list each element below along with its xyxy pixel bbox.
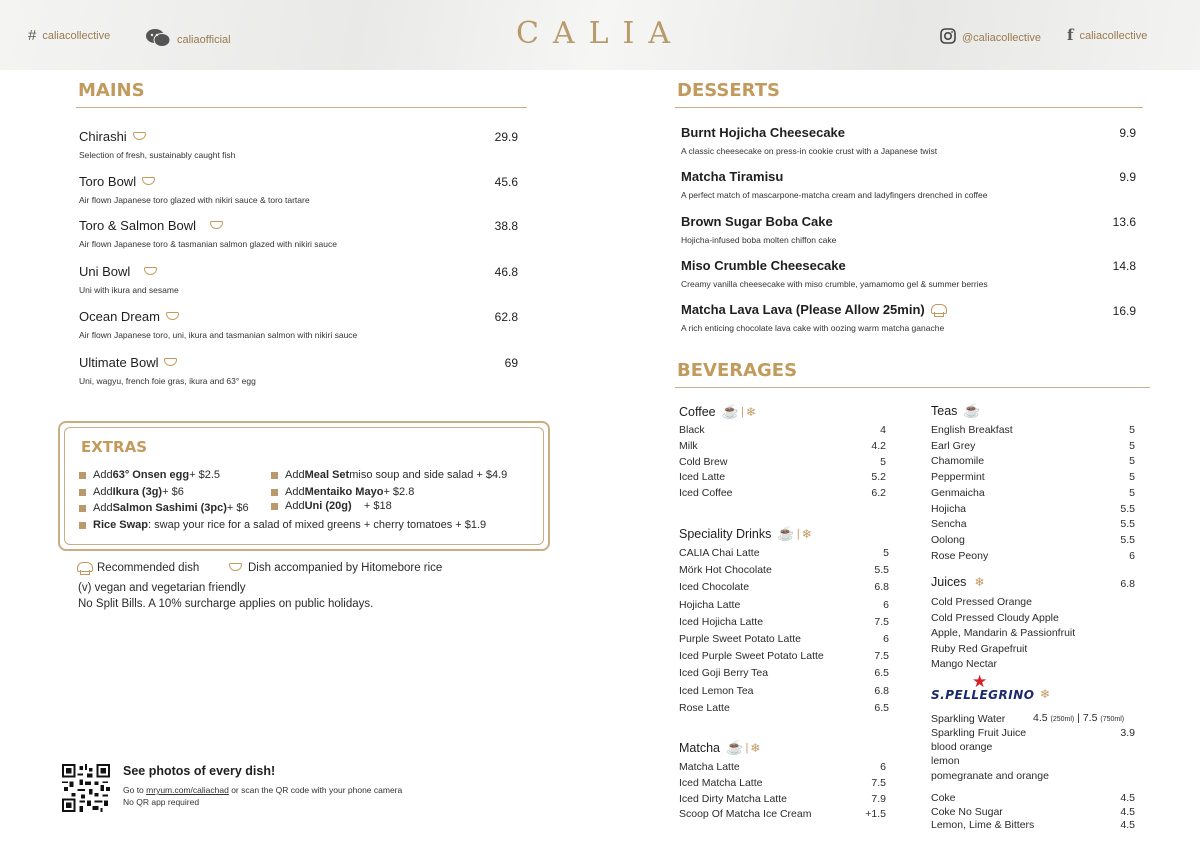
facebook-social bbox=[1067, 28, 1147, 43]
bullet-square-icon bbox=[79, 472, 86, 479]
juice-name: Ruby Red Grapefruit bbox=[931, 642, 1028, 655]
menu-item bbox=[79, 218, 337, 249]
mains-title: MAINS bbox=[78, 80, 145, 101]
drink-name: Iced Lemon Tea bbox=[679, 684, 754, 697]
item-desc: Air flown Japanese toro & tasmanian salmon glazed with nikiri sauce bbox=[79, 239, 337, 249]
item-name: Ocean Dream bbox=[79, 309, 160, 324]
drink-price: 6.8 bbox=[874, 684, 889, 697]
juice-name: Cold Pressed Orange bbox=[931, 596, 1032, 608]
coffee-heading: Coffee ☕ | ❄ bbox=[679, 403, 756, 419]
instagram-text: @caliacollective bbox=[962, 31, 1042, 44]
dessert-item: Matcha Lava Lava (Please Allow 25min) A rich enticing chocolate lava cake with oozing warm matcha ganache bbox=[681, 302, 945, 333]
drink-name: Iced Chocolate bbox=[679, 581, 750, 594]
bullet-square-icon bbox=[79, 522, 86, 529]
teas-heading: Teas ☕ bbox=[931, 402, 981, 418]
menu-item bbox=[79, 174, 310, 205]
juice-name: Apple, Mandarin & Passionfruit bbox=[931, 627, 1076, 639]
rice-bowl-icon bbox=[133, 132, 146, 140]
beverages-rule bbox=[675, 387, 1150, 388]
extra-item: Add Ikura (3g) + $6 bbox=[79, 486, 184, 498]
drink-name: Iced Latte bbox=[679, 471, 726, 484]
item-price: 16.9 bbox=[1112, 304, 1136, 318]
split-bill-note: No Split Bills. A 10% surcharge applies on public holidays. bbox=[78, 598, 374, 610]
drink-price: 5.2 bbox=[871, 471, 886, 484]
menu-item bbox=[79, 129, 235, 160]
drink-price: 5 bbox=[1129, 424, 1135, 436]
qr-code-icon[interactable] bbox=[62, 764, 110, 812]
juices-price: 6.8 bbox=[1120, 578, 1135, 590]
drink-price: 4 bbox=[880, 424, 886, 436]
rice-bowl-icon bbox=[142, 177, 155, 185]
item-price: 9.9 bbox=[1119, 170, 1136, 184]
drink-price: 4.5 bbox=[1120, 805, 1135, 818]
speciality-heading: Speciality Drinks ☕ | ❄ bbox=[679, 525, 812, 541]
extras-title: EXTRAS bbox=[81, 438, 148, 456]
drink-name: Sencha bbox=[931, 518, 967, 531]
legend-rice: Dish accompanied by Hitomebore rice bbox=[229, 562, 442, 574]
drink-name: Iced Purple Sweet Potato Latte bbox=[679, 650, 824, 663]
snowflake-icon: ❄ bbox=[1040, 687, 1051, 701]
hot-cup-icon: ☕ bbox=[963, 402, 981, 418]
drink-price: 5 bbox=[1129, 486, 1135, 499]
item-price: 13.6 bbox=[1112, 215, 1136, 229]
vegan-note: (v) vegan and vegetarian friendly bbox=[78, 582, 246, 594]
drink-price: 4.5 bbox=[1120, 819, 1135, 831]
item-price: 14.8 bbox=[1112, 259, 1136, 273]
qr-title: See photos of every dish! bbox=[123, 764, 276, 778]
flavour: pomegranate and orange bbox=[931, 770, 1049, 782]
brand-logo: CALIA bbox=[515, 16, 685, 51]
drink-price: 5.5 bbox=[1120, 518, 1135, 531]
bullet-square-icon bbox=[271, 472, 278, 479]
snowflake-icon: ❄ bbox=[801, 526, 812, 541]
chef-hat-icon bbox=[931, 304, 945, 316]
sparkling-fruit-price: 3.9 bbox=[1120, 727, 1135, 739]
instagram-social bbox=[940, 28, 1041, 47]
mains-rule bbox=[76, 107, 527, 108]
menu-item bbox=[79, 355, 256, 386]
juices-heading: Juices ❄ bbox=[931, 575, 985, 589]
rice-bowl-icon bbox=[210, 221, 223, 229]
drink-name: Lemon, Lime & Bitters bbox=[931, 819, 1035, 831]
drink-name: Oolong bbox=[931, 533, 965, 546]
extra-item: Add Meal Set miso soup and side salad + $4.9 bbox=[271, 469, 507, 481]
item-name: Ultimate Bowl bbox=[79, 355, 159, 370]
drink-price: 5 bbox=[1129, 455, 1135, 468]
qr-instruction: Go to mryum.com/caliachad or scan the QR code with your phone camera bbox=[123, 785, 403, 795]
sparkling-fruit-juice: Sparkling Fruit Juice bbox=[931, 727, 1027, 739]
drink-name: Iced Dirty Matcha Latte bbox=[679, 792, 787, 805]
drink-name: Hojicha bbox=[931, 502, 967, 515]
item-price: 45.6 bbox=[494, 175, 518, 189]
snowflake-icon: ❄ bbox=[750, 740, 761, 755]
drink-name: Scoop Of Matcha Ice Cream bbox=[679, 808, 812, 821]
hot-cup-icon: ☕ bbox=[777, 525, 795, 541]
drink-name: Hojicha Latte bbox=[679, 598, 741, 611]
snowflake-icon: ❄ bbox=[745, 404, 756, 419]
qr-note: No QR app required bbox=[123, 797, 200, 807]
drink-name: Earl Grey bbox=[931, 439, 976, 452]
rice-bowl-icon bbox=[229, 563, 242, 571]
drink-name: Coke No Sugar bbox=[931, 805, 1003, 818]
drink-name: Mörk Hot Chocolate bbox=[679, 564, 772, 577]
item-name: Toro Bowl bbox=[79, 174, 137, 189]
instagram-icon bbox=[940, 28, 956, 47]
drink-name: Iced Coffee bbox=[679, 487, 733, 500]
facebook-text: caliacollective bbox=[1079, 29, 1148, 42]
item-price: 9.9 bbox=[1119, 126, 1136, 140]
drink-name: Genmaicha bbox=[931, 486, 985, 499]
facebook-icon: f bbox=[1067, 26, 1074, 44]
flavour: blood orange bbox=[931, 741, 993, 753]
drink-price: 6 bbox=[883, 633, 889, 645]
hot-cup-icon: ☕ bbox=[721, 403, 740, 419]
item-price: 46.8 bbox=[494, 265, 518, 279]
rice-bowl-icon bbox=[166, 312, 179, 320]
drink-name: Cold Brew bbox=[679, 455, 728, 468]
drink-name: Rose Peony bbox=[931, 549, 989, 562]
drink-name: Iced Hojicha Latte bbox=[679, 615, 764, 628]
bullet-square-icon bbox=[79, 505, 86, 512]
drink-price: 4.5 bbox=[1120, 792, 1135, 804]
drink-price: 6.5 bbox=[874, 701, 889, 714]
drink-price: 5 bbox=[880, 455, 886, 468]
drink-price: 7.5 bbox=[874, 615, 889, 628]
rice-bowl-icon bbox=[164, 358, 177, 366]
sparkling-water: Sparkling Water bbox=[931, 713, 1006, 725]
drink-price: 6.2 bbox=[871, 487, 886, 500]
bullet-square-icon bbox=[271, 503, 278, 510]
drink-price: 6 bbox=[1129, 549, 1135, 562]
pellegrino-logo: S.PELLEGRINO bbox=[931, 688, 1035, 702]
chef-hat-icon bbox=[77, 562, 91, 574]
drink-name: Iced Matcha Latte bbox=[679, 776, 763, 789]
flavour: lemon bbox=[931, 755, 960, 767]
beverages-title: BEVERAGES bbox=[677, 360, 798, 381]
drink-name: Rose Latte bbox=[679, 701, 730, 714]
drink-price: 7.5 bbox=[871, 776, 886, 789]
juice-name: Mango Nectar bbox=[931, 658, 997, 670]
drink-name: Purple Sweet Potato Latte bbox=[679, 633, 801, 645]
hashtag-icon: # bbox=[28, 27, 37, 44]
drink-name: Iced Goji Berry Tea bbox=[679, 667, 769, 680]
wechat-text: caliaofficial bbox=[177, 33, 231, 46]
drink-name: English Breakfast bbox=[931, 424, 1013, 436]
extra-item: Add Mentaiko Mayo + $2.8 bbox=[271, 486, 414, 498]
item-name: Toro & Salmon Bowl bbox=[79, 218, 197, 233]
drink-name: Peppermint bbox=[931, 471, 985, 484]
item-desc: Air flown Japanese toro glazed with nikiri sauce & toro tartare bbox=[79, 195, 310, 205]
desserts-title: DESSERTS bbox=[677, 80, 780, 101]
menu-item bbox=[79, 309, 357, 340]
dessert-item: Brown Sugar Boba Cake Hojicha-infused boba molten chiffon cake bbox=[681, 214, 837, 245]
drink-price: 5 bbox=[1129, 471, 1135, 484]
hashtag-text: caliacollective bbox=[42, 29, 111, 42]
rice-bowl-icon bbox=[144, 267, 157, 275]
drink-price: 6.5 bbox=[874, 667, 889, 680]
extra-item: Add Uni (20g) + $18 bbox=[271, 500, 392, 512]
item-price: 29.9 bbox=[494, 130, 518, 144]
item-desc: Air flown Japanese toro, uni, ikura and tasmanian salmon with nikiri sauce bbox=[79, 330, 358, 340]
star-icon: ★ bbox=[972, 672, 988, 691]
drink-price: 5.5 bbox=[874, 564, 889, 577]
desserts-rule bbox=[675, 107, 1143, 108]
drink-name: Matcha Latte bbox=[679, 761, 740, 773]
drink-price: 7.5 bbox=[874, 650, 889, 663]
extra-item: Add 63° Onsen egg + $2.5 bbox=[79, 469, 220, 481]
dessert-item: Burnt Hojicha Cheesecake A classic cheesecake on press-in cookie crust with a Japanese twist bbox=[681, 125, 938, 156]
drink-price: 5 bbox=[1129, 439, 1135, 452]
drink-name: CALIA Chai Latte bbox=[679, 547, 760, 559]
drink-name: Black bbox=[679, 424, 705, 436]
drink-price: 6 bbox=[883, 598, 889, 611]
menu-item bbox=[79, 264, 179, 295]
mryum-link[interactable]: mryum.com/caliachad bbox=[146, 785, 229, 795]
drink-name: Coke bbox=[931, 792, 956, 804]
dessert-item: Miso Crumble Cheesecake Creamy vanilla cheesecake with miso crumble, yamamomo gel & summer berries bbox=[681, 258, 988, 289]
item-desc: Uni, wagyu, french foie gras, ikura and 63° egg bbox=[79, 376, 256, 386]
item-price: 62.8 bbox=[494, 310, 518, 324]
bullet-square-icon bbox=[271, 489, 278, 496]
sparkling-water-price: 4.5 (250ml) | 7.5 (750ml) bbox=[1033, 712, 1125, 724]
extra-item: Rice Swap : swap your rice for a salad of mixed greens + cherry tomatoes + $1.9 bbox=[79, 519, 486, 531]
matcha-heading: Matcha ☕ | ❄ bbox=[679, 739, 761, 755]
item-desc: Uni with ikura and sesame bbox=[79, 285, 179, 295]
drink-price: 4.2 bbox=[871, 439, 886, 452]
drink-name: Milk bbox=[679, 439, 698, 452]
pellegrino-snow bbox=[1038, 687, 1050, 701]
item-price: 69 bbox=[504, 356, 518, 370]
item-desc: Selection of fresh, sustainably caught fish bbox=[79, 150, 236, 160]
drink-price: 7.9 bbox=[871, 792, 886, 805]
bullet-square-icon bbox=[79, 489, 86, 496]
hot-cup-icon: ☕ bbox=[726, 739, 744, 755]
item-price: 38.8 bbox=[494, 219, 518, 233]
snowflake-icon: ❄ bbox=[974, 575, 985, 589]
item-name: Chirashi bbox=[79, 129, 127, 144]
drink-price: 6 bbox=[880, 761, 886, 773]
item-name: Uni Bowl bbox=[79, 264, 131, 279]
extra-item: Add Salmon Sashimi (3pc) + $6 bbox=[79, 502, 249, 514]
drink-name: Chamomile bbox=[931, 455, 985, 468]
dessert-item: Matcha Tiramisu A perfect match of mascarpone-matcha cream and ladyfingers drenched in coffee bbox=[681, 169, 988, 200]
legend-recommended: Recommended dish bbox=[77, 562, 199, 574]
drink-price: 6.8 bbox=[874, 581, 889, 594]
drink-price: 5.5 bbox=[1120, 502, 1135, 515]
drink-price: 5.5 bbox=[1120, 533, 1135, 546]
drink-price: 5 bbox=[883, 547, 889, 559]
juice-name: Cold Pressed Cloudy Apple bbox=[931, 611, 1059, 624]
drink-price: +1.5 bbox=[865, 808, 886, 821]
